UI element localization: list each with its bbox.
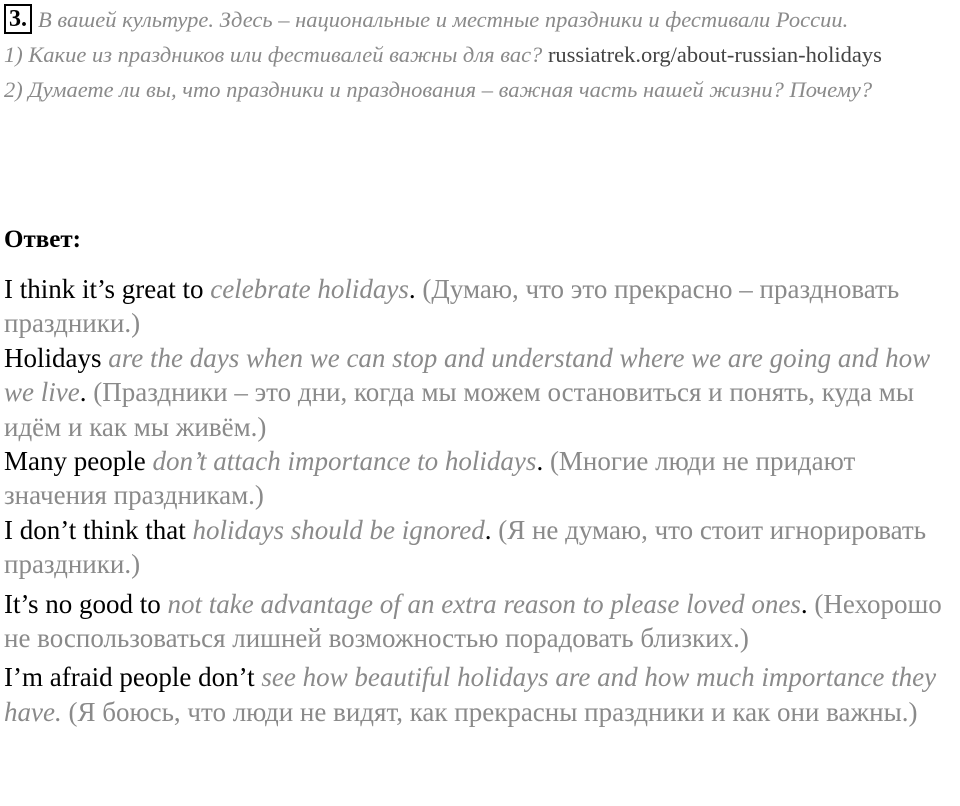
answer-translation: (Нехорошо не воспользоваться лишней возможностью порадовать близких.) xyxy=(4,588,942,654)
answer-phrase: see how beautiful holidays are and how much importance they have. xyxy=(4,662,937,727)
answer-phrase: celebrate holidays xyxy=(210,274,409,304)
answer-block xyxy=(4,272,954,729)
answer-sentence xyxy=(4,660,954,729)
answer-sentence xyxy=(4,272,954,341)
task-intro-text: В вашей культуре. Здесь – национальные и местные праздники и фестивали России. xyxy=(38,7,849,32)
answer-sentence xyxy=(4,341,954,444)
question-2-text: 2) Думаете ли вы, что праздники и празднования – важная часть нашей жизни? Почему? xyxy=(4,77,873,102)
answer-punct: . xyxy=(800,588,808,619)
answer-translation: (Думаю, что это прекрасно – праздновать праздники.) xyxy=(4,274,900,339)
answer-phrase: holidays should be ignored xyxy=(192,514,485,545)
answer-phrase: not take advantage of an extra reason to please loved ones xyxy=(167,588,801,619)
answer-translation: (Праздники – это дни, когда мы можем остановиться и понять, куда мы идём и как мы живём.) xyxy=(4,377,914,442)
task-intro xyxy=(4,4,952,35)
answer-lead: Many people xyxy=(4,446,153,477)
question-1 xyxy=(4,39,952,70)
answer-sentence xyxy=(4,587,954,656)
answer-punct: . xyxy=(79,377,87,408)
answer-phrase: don’t attach importance to holidays xyxy=(152,446,537,477)
answer-sentence xyxy=(4,513,954,582)
answer-translation: (Я боюсь, что люди не видят, как прекрасны праздники и как они важны.) xyxy=(61,696,918,727)
answer-translation: (Многие люди не придают значения праздникам.) xyxy=(4,446,856,511)
question-2 xyxy=(4,74,952,105)
answer-phrase: are the days when we can stop and understand where we are going and how we live xyxy=(4,342,931,408)
answer-lead: I think it’s great to xyxy=(4,274,211,304)
task-number-badge: 3. xyxy=(4,4,32,34)
answer-punct: . xyxy=(408,274,416,304)
answer-lead: Holidays xyxy=(4,342,109,373)
task-block xyxy=(4,4,952,109)
question-1-text: 1) Какие из праздников или фестивалей важны для вас? xyxy=(4,42,548,67)
answer-lead: I don’t think that xyxy=(4,514,193,545)
answer-sentence xyxy=(4,444,954,513)
answer-heading: Ответ: xyxy=(4,226,81,253)
answer-lead: I’m afraid people don’t xyxy=(4,662,262,693)
answer-lead: It’s no good to xyxy=(4,588,168,619)
question-1-link[interactable]: russiatrek.org/about-russian-holidays xyxy=(547,42,882,67)
answer-translation: (Я не думаю, что стоит игнорировать праздники.) xyxy=(4,514,927,580)
answer-punct: . xyxy=(536,446,544,477)
answer-punct: . xyxy=(484,514,492,545)
